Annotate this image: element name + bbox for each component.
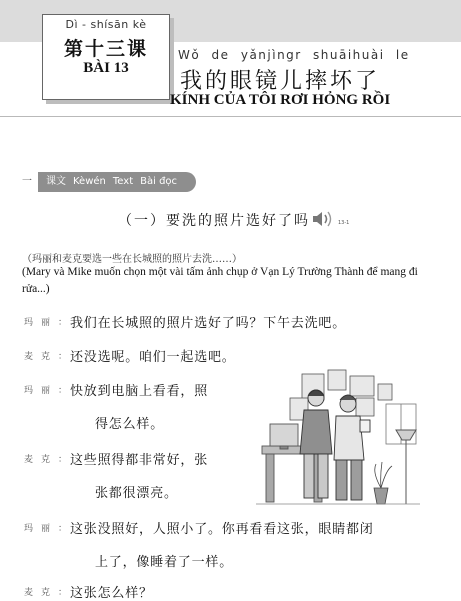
speaker-label: 麦克： [24, 588, 76, 598]
title-chinese: 我的眼镜儿摔坏了 [180, 69, 381, 94]
dialogue-illustration [256, 368, 420, 508]
dialogue-line: 这张怎么样？ [70, 586, 153, 601]
dialogue-line: 这张没照好，人照小了。你再看看这张，眼睛都闭 [70, 522, 374, 537]
dialogue-line: 得怎么样。 [95, 417, 165, 432]
dialogue-line: 还没选呢。咱们一起选吧。 [70, 350, 236, 365]
lesson-chinese: 第十三课 [63, 38, 148, 60]
dialogue-title: （一）要洗的照片选好了吗 [118, 213, 310, 229]
lesson-pinyin: Dì - shísān kè [65, 18, 147, 31]
section-tab-vietnamese: Bài đọc [140, 176, 178, 187]
dialogue-line: 上了，像睡着了一样。 [95, 555, 234, 570]
lesson-number-box [42, 14, 170, 100]
section-tab-chinese: 课文 [46, 176, 66, 187]
section-tab [38, 172, 196, 192]
speaker-label: 玛丽： [24, 318, 76, 328]
section-tab-pinyin: Kèwén [73, 176, 106, 187]
dialogue-line: 快放到电脑上看看，照 [70, 384, 209, 399]
section-tab-english: Text [112, 176, 134, 187]
intro-chinese: （玛丽和麦克要选一些在长城照的照片去洗……） [22, 254, 242, 265]
dialogue-line: 我们在长城照的照片选好了吗？下午去洗吧。 [70, 316, 347, 331]
dialogue-line: 张都很漂亮。 [95, 486, 178, 501]
speaker-label: 玛丽： [24, 524, 76, 534]
dialogue-line: 这些照得都非常好，张 [70, 453, 209, 468]
speaker-label: 玛丽： [24, 386, 76, 396]
title-pinyin: Wǒ de yǎnjìngr shuāihuài le [178, 48, 410, 62]
speaker-icon[interactable] [311, 209, 333, 229]
track-number: 13-1 [338, 220, 350, 226]
lesson-vietnamese: BÀI 13 [83, 60, 129, 76]
speaker-label: 麦克： [24, 352, 76, 362]
header-divider [0, 116, 461, 117]
speaker-label: 麦克： [24, 455, 76, 465]
section-dash: 一 [22, 176, 32, 187]
title-vietnamese: KÍNH CỦA TÔI RƠI HỎNG RỒI [170, 92, 391, 108]
intro-vietnamese: (Mary và Mike muốn chọn một vài tấm ảnh chụp ở Vạn Lý Trường Thành để mang đi rửa...) [22, 266, 418, 295]
